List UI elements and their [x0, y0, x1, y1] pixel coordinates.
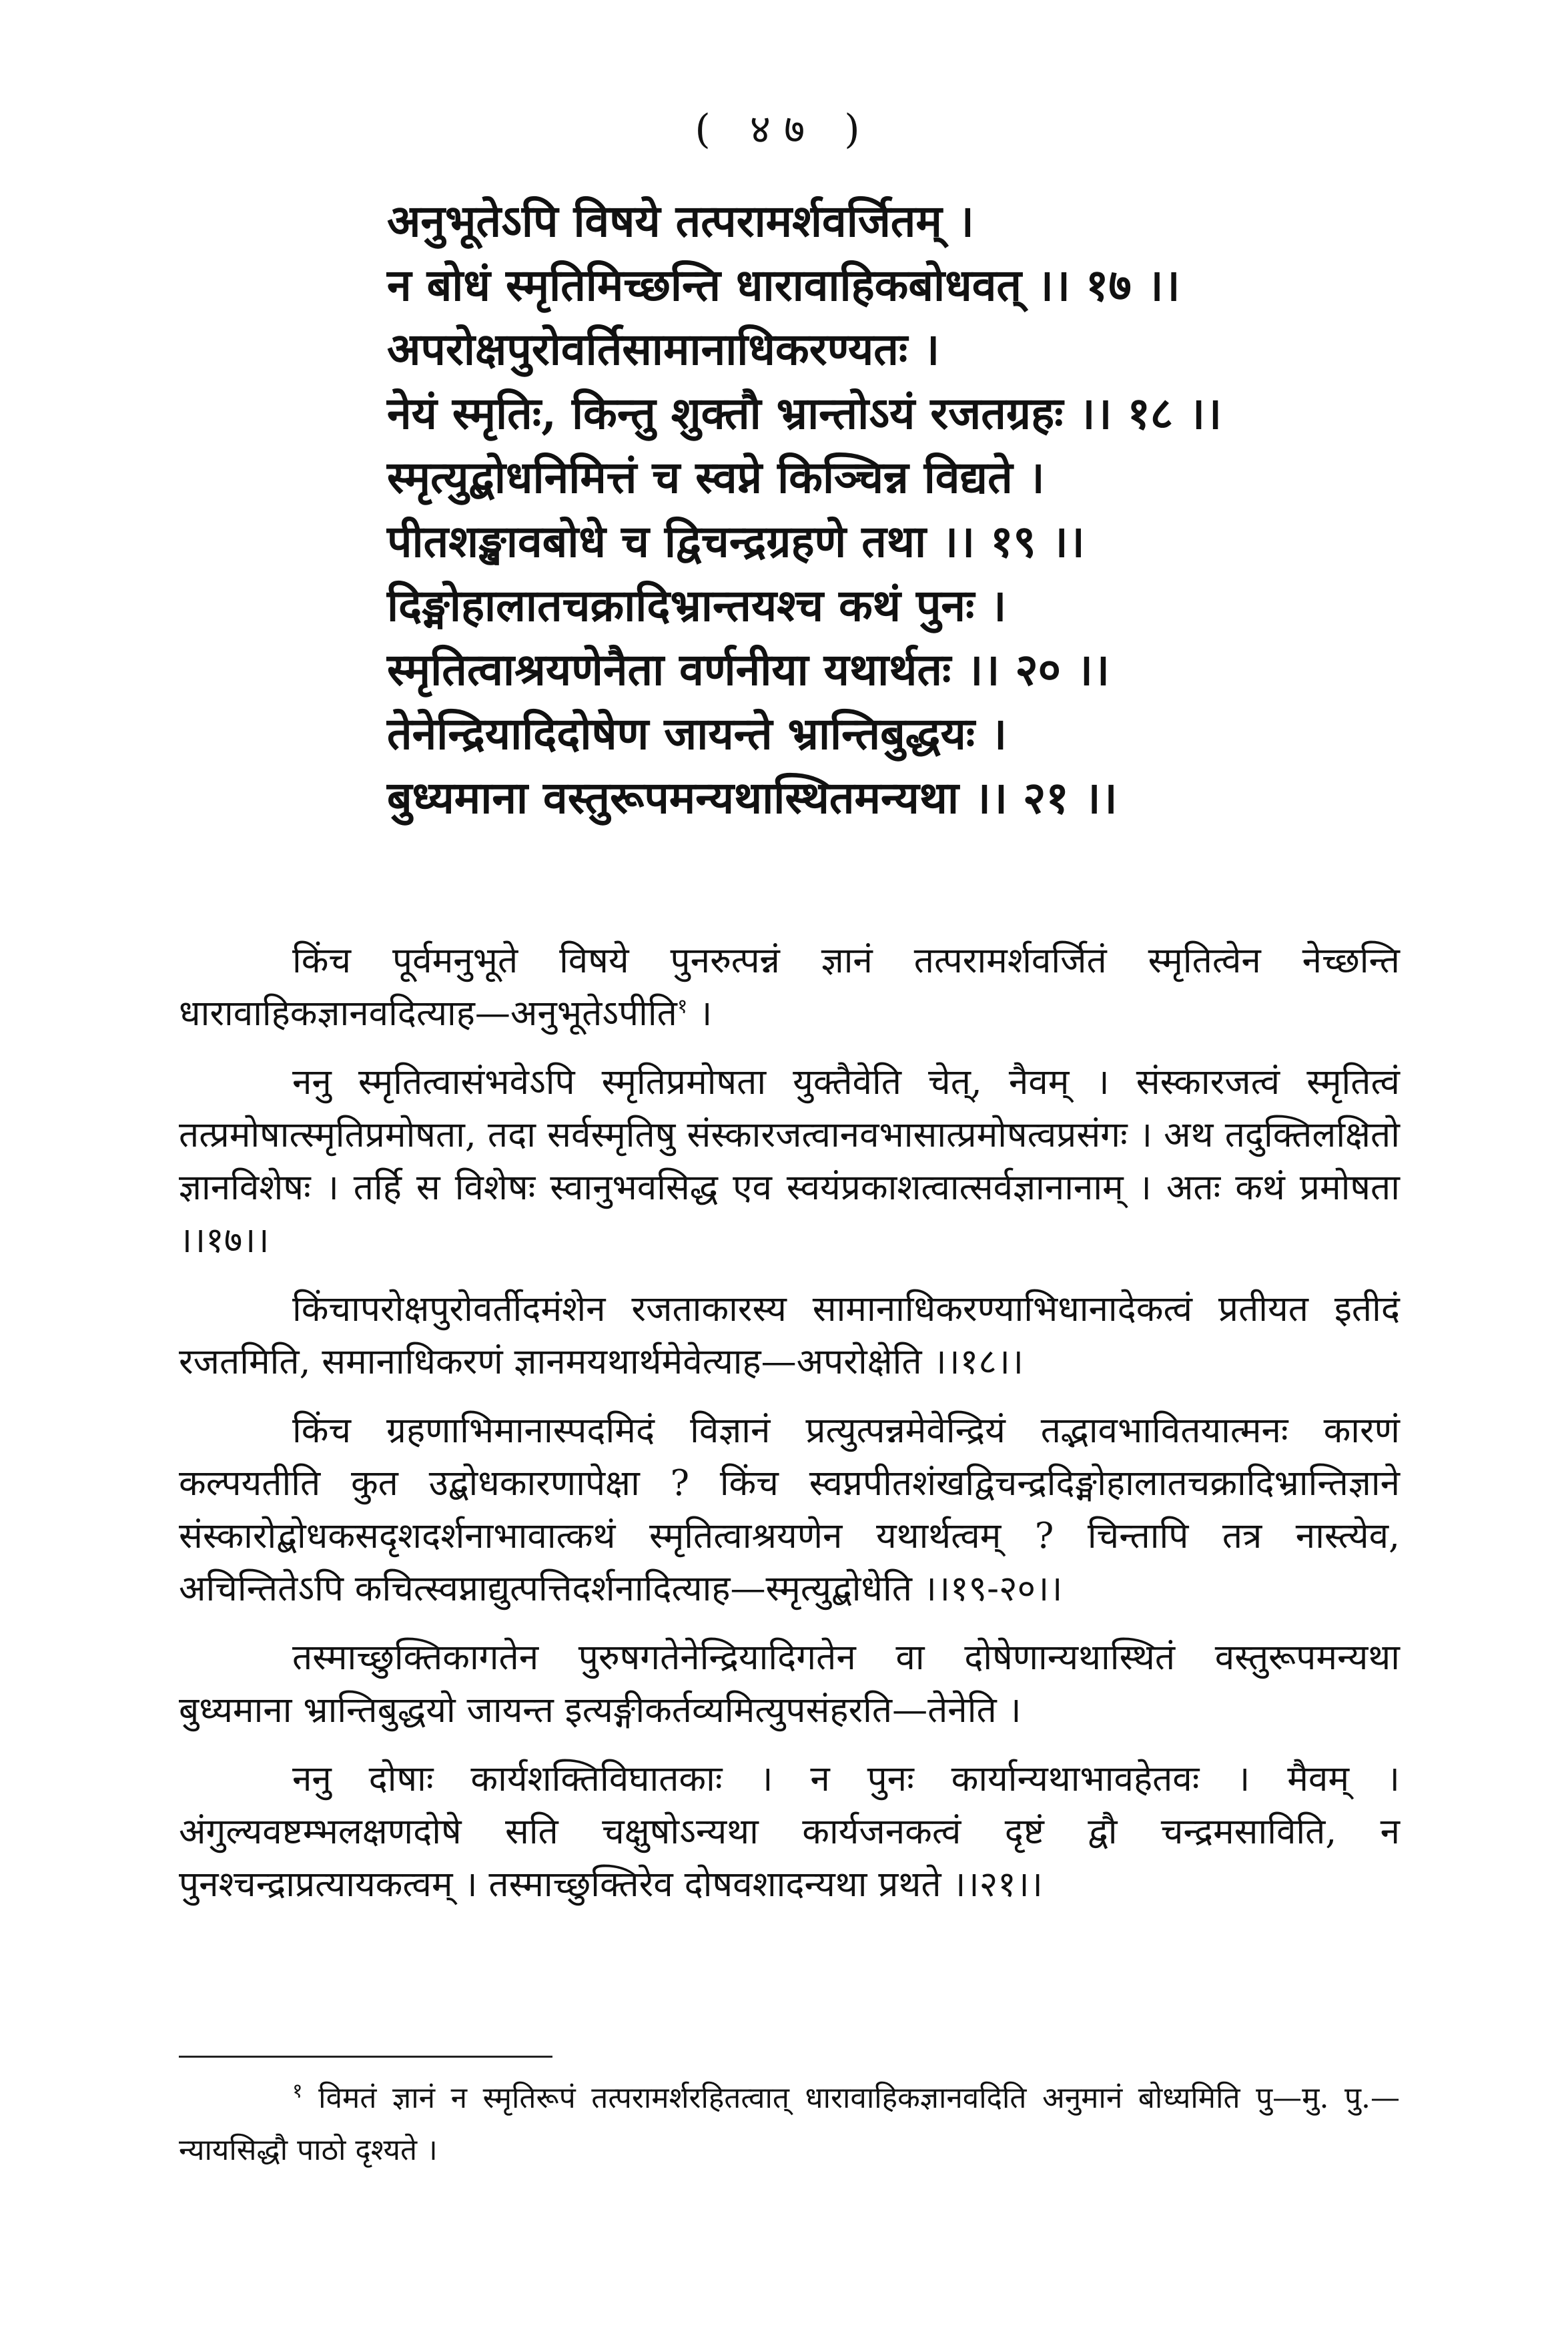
page-number: ( ४७ ): [695, 106, 873, 153]
commentary-paragraph: [179, 1631, 1400, 1737]
commentary-paragraph: [179, 1283, 1400, 1388]
commentary-text-tail: ।: [687, 993, 713, 1034]
commentary-text: किंचापरोक्षपुरोवर्तीदमंशेन रजताकारस्य सामानाधिकरण्याभिधानादेकत्वं प्रतीयत इतीदं रजतमिति, समानाधिकरणं ज्ञानमयथार्थमेवेत्याह—अपरोक्षेति ।।१८।।: [179, 1289, 1400, 1382]
verse-line: अनुभूतेऽपि विषये तत्परामर्शवर्जितम् ।: [387, 195, 974, 247]
commentary-paragraph: [179, 1056, 1400, 1267]
commentary-text: ननु दोषाः कार्यशक्तिविघातकाः । न पुनः कार्यान्यथाभावहेतवः । मैवम् । अंगुल्यवष्टम्भलक्षणदोषे सति चक्षुषोऽन्यथा कार्यजनकत्वं दृष्टं द्वौ चन्द्रमसाविति, न पुनश्चन्द्राप्रत्यायकत्वम् । तस्माच्छुक्तिरेव दोषवशादन्यथा प्रथते ।।२१।।: [179, 1759, 1400, 1905]
footnote-reference: १: [677, 994, 688, 1018]
commentary-text: ननु स्मृतित्वासंभवेऽपि स्मृतिप्रमोषता युक्तैवेति चेत्, नैवम् । संस्कारजत्वं स्मृतित्वं तत्प्रमोषात्स्मृतिप्रमोषता, तदा सर्वस्मृतिषु संस्कारजत्वानवभासात्प्रमोषत्वप्रसंगः । अथ तदुक्तिलक्षितो ज्ञानविशेषः । तर्हि स विशेषः स्वानुभवसिद्ध एव स्वयंप्रकाशत्वात्सर्वज्ञानानाम् । अतः कथं प्रमोषता ।।१७।।: [179, 1062, 1400, 1261]
commentary: [179, 934, 1400, 1927]
verse-block: [387, 189, 1455, 830]
verse-line: दिङ्मोहालातचक्रादिभ्रान्तयश्च कथं पुनः ।: [387, 579, 1007, 631]
verse-line: नेयं स्मृतिः, किन्तु शुक्तौ भ्रान्तोऽयं रजतग्रहः ।। १८ ।।: [387, 387, 1222, 439]
commentary-text: किंच पूर्वमनुभूते विषये पुनरुत्पन्नं ज्ञानं तत्परामर्शवर्जितं स्मृतित्वेन नेच्छन्ति धारावाहिकज्ञानवदित्याह—अनुभूतेऽपीति: [179, 940, 1400, 1034]
verse-line: बुध्यमाना वस्तुरूपमन्यथास्थितमन्यथा ।। २१ ।।: [387, 772, 1118, 824]
verse-line: तेनेन्द्रियादिदोषेण जायन्ते भ्रान्तिबुद्धयः ।: [387, 707, 1008, 760]
footnote: [179, 2072, 1400, 2176]
verse-line: स्मृत्युद्बोधनिमित्तं च स्वप्ने किञ्चिन्न विद्यते ।: [387, 451, 1045, 503]
commentary-paragraph: [179, 1404, 1400, 1615]
commentary-text: तस्माच्छुक्तिकागतेन पुरुषगतेनेन्द्रियादिगतेन वा दोषेणान्यथास्थितं वस्तुरूपमन्यथा बुध्यमाना भ्रान्तिबुद्धयो जायन्त इत्यङ्गीकर्तव्यमित्युपसंहरति—तेनेति ।: [179, 1637, 1400, 1731]
verse-line: पीतशङ्खावबोधे च द्विचन्द्रग्रहणे तथा ।। १९ ।।: [387, 515, 1085, 567]
commentary-paragraph: [179, 934, 1400, 1040]
footnote-marker: १: [292, 2079, 303, 2103]
footnote-text: विमतं ज्ञानं न स्मृतिरूपं तत्परामर्शरहितत्वात् धारावाहिकज्ञानवदिति अनुमानं बोध्यमिति पु—मु. पु.—न्यायसिद्धौ पाठो दृश्यते ।: [179, 2081, 1400, 2167]
commentary-paragraph: [179, 1753, 1400, 1911]
verse-line: अपरोक्षपुरोवर्तिसामानाधिकरण्यतः ।: [387, 323, 940, 375]
footnote-divider: [179, 2056, 552, 2058]
verse-line: न बोधं स्मृतिमिच्छन्ति धारावाहिकबोधवत् ।। १७ ।।: [387, 259, 1180, 311]
verse-line: स्मृतित्वाश्रयणेनैता वर्णनीया यथार्थतः ।। २० ।।: [387, 643, 1110, 695]
commentary-text: किंच ग्रहणाभिमानास्पदमिदं विज्ञानं प्रत्युत्पन्नमेवेन्द्रियं तद्भावभावितयात्मनः कारणं कल्पयतीति कुत उद्बोधकारणापेक्षा ? किंच स्वप्नपीतशंखद्विचन्द्रदिङ्मोहालातचक्रादिभ्रान्तिज्ञाने संस्कारोद्बोधकसदृशदर्शनाभावात्कथं स्मृतित्वाश्रयणेन यथार्थत्वम् ? चिन्तापि तत्र नास्त्येव, अचिन्तितेऽपि कचित्स्वप्नाद्युत्पत्तिदर्शनादित्याह—स्मृत्युद्बोधेति ।।१९-२०।।: [179, 1410, 1400, 1609]
